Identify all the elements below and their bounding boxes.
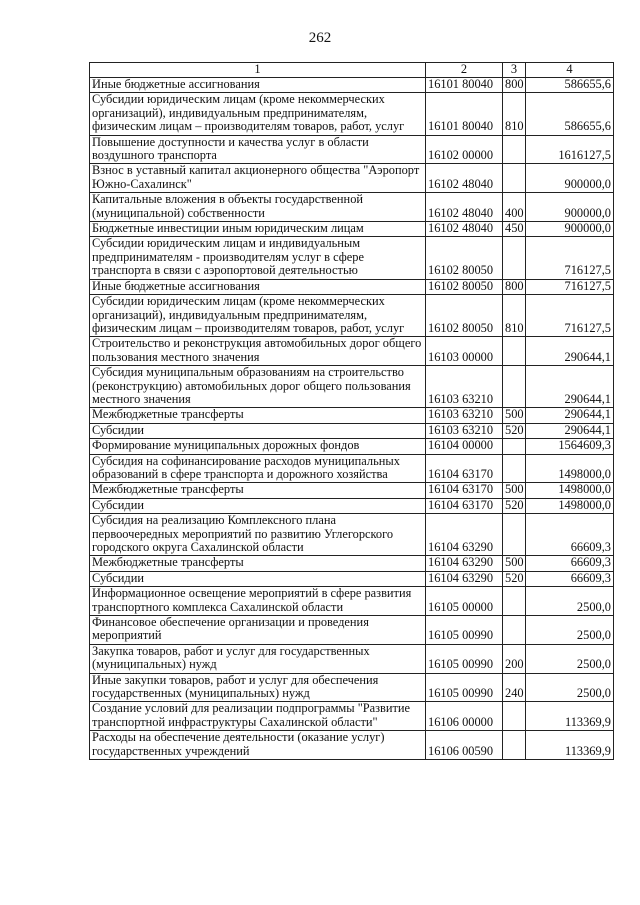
table-row [90,135,614,164]
row-code: 16103 00000 [426,337,503,366]
row-code: 16102 48040 [426,164,503,193]
row-amount: 1498000,0 [526,483,614,498]
row-code: 16105 00990 [426,644,503,673]
row-code: 16106 00590 [426,731,503,760]
table-row [90,423,614,438]
row-amount: 2500,0 [526,644,614,673]
row-amount: 900000,0 [526,222,614,237]
row-expense-type: 450 [503,222,526,237]
table-row [90,702,614,731]
table-row [90,644,614,673]
row-expense-type [503,514,526,556]
table-row [90,337,614,366]
row-expense-type [503,164,526,193]
table-row [90,279,614,294]
row-code: 16104 63170 [426,498,503,513]
row-amount: 900000,0 [526,193,614,222]
row-name: Капитальные вложения в объекты государственной (муниципальной) собственности [90,193,426,222]
row-expense-type: 240 [503,673,526,702]
row-amount: 716127,5 [526,295,614,337]
row-code: 16101 80040 [426,78,503,93]
table-row [90,237,614,279]
table-row [90,556,614,571]
row-code: 16103 63210 [426,408,503,423]
row-amount: 716127,5 [526,237,614,279]
table-row [90,222,614,237]
row-expense-type: 520 [503,423,526,438]
row-expense-type: 520 [503,498,526,513]
table-row [90,514,614,556]
row-amount: 113369,9 [526,702,614,731]
row-name: Повышение доступности и качества услуг в области воздушного транспорта [90,135,426,164]
table-row [90,483,614,498]
row-expense-type [503,439,526,454]
row-code: 16104 63170 [426,454,503,483]
row-amount: 586655,6 [526,78,614,93]
row-code: 16105 00990 [426,616,503,645]
row-code: 16104 00000 [426,439,503,454]
row-code: 16105 00990 [426,673,503,702]
row-code: 16104 63290 [426,571,503,586]
row-name: Межбюджетные трансферты [90,483,426,498]
row-name: Субсидии [90,498,426,513]
row-amount: 290644,1 [526,337,614,366]
row-name: Субсидии юридическим лицам и индивидуальным предпринимателям - производителям услуг в сфере транспорта в связи с аэропортовой деятельностью [90,237,426,279]
table-row [90,616,614,645]
row-name: Иные бюджетные ассигнования [90,279,426,294]
row-amount: 66609,3 [526,556,614,571]
table-row [90,587,614,616]
row-name: Строительство и реконструкция автомобильных дорог общего пользования местного значения [90,337,426,366]
row-code: 16103 63210 [426,423,503,438]
table-row [90,93,614,135]
table-row [90,295,614,337]
row-name: Иные закупки товаров, работ и услуг для обеспечения государственных (муниципальных) нужд [90,673,426,702]
table-row [90,673,614,702]
table-row [90,366,614,408]
row-amount: 2500,0 [526,616,614,645]
row-amount: 1616127,5 [526,135,614,164]
row-expense-type [503,702,526,731]
row-expense-type [503,337,526,366]
row-name: Субсидии [90,423,426,438]
row-expense-type [503,616,526,645]
row-expense-type: 400 [503,193,526,222]
table-row [90,193,614,222]
row-expense-type [503,366,526,408]
table-row [90,454,614,483]
row-name: Субсидии [90,571,426,586]
row-name: Иные бюджетные ассигнования [90,78,426,93]
row-expense-type [503,237,526,279]
column-header-name: 1 [90,63,426,78]
table-header-row [90,63,614,78]
row-name: Межбюджетные трансферты [90,556,426,571]
row-amount: 113369,9 [526,731,614,760]
row-code: 16102 48040 [426,193,503,222]
row-amount: 1564609,3 [526,439,614,454]
row-amount: 66609,3 [526,571,614,586]
row-name: Субсидия муниципальным образованиям на строительство (реконструкцию) автомобильных дорог общего пользования местного значения [90,366,426,408]
row-code: 16101 80040 [426,93,503,135]
row-expense-type: 500 [503,483,526,498]
row-code: 16104 63290 [426,514,503,556]
row-expense-type [503,587,526,616]
row-amount: 290644,1 [526,423,614,438]
row-code: 16102 80050 [426,237,503,279]
row-code: 16105 00000 [426,587,503,616]
row-expense-type: 500 [503,408,526,423]
row-expense-type [503,454,526,483]
row-name: Финансовое обеспечение организации и проведения мероприятий [90,616,426,645]
table-row [90,731,614,760]
row-name: Межбюджетные трансферты [90,408,426,423]
row-amount: 1498000,0 [526,498,614,513]
row-amount: 716127,5 [526,279,614,294]
column-header-expense-type: 3 [503,63,526,78]
row-code: 16102 80050 [426,279,503,294]
row-name: Расходы на обеспечение деятельности (оказание услуг) государственных учреждений [90,731,426,760]
row-amount: 1498000,0 [526,454,614,483]
row-code: 16102 80050 [426,295,503,337]
column-header-code: 2 [426,63,503,78]
row-code: 16102 00000 [426,135,503,164]
row-amount: 290644,1 [526,408,614,423]
row-expense-type: 810 [503,295,526,337]
row-expense-type: 800 [503,78,526,93]
table-row [90,571,614,586]
row-expense-type: 500 [503,556,526,571]
row-expense-type [503,135,526,164]
row-name: Субсидии юридическим лицам (кроме некоммерческих организаций), индивидуальным предпринимателям, физическим лицам – производителям товаров, работ, услуг [90,93,426,135]
row-amount: 290644,1 [526,366,614,408]
row-name: Взнос в уставный капитал акционерного общества "Аэропорт Южно-Сахалинск" [90,164,426,193]
table-row [90,408,614,423]
row-code: 16102 48040 [426,222,503,237]
column-header-amount: 4 [526,63,614,78]
table-row [90,164,614,193]
row-expense-type: 800 [503,279,526,294]
row-expense-type [503,731,526,760]
row-name: Создание условий для реализации подпрограммы "Развитие транспортной инфраструктуры Сахалинской области" [90,702,426,731]
row-expense-type: 200 [503,644,526,673]
row-expense-type: 520 [503,571,526,586]
row-amount: 2500,0 [526,673,614,702]
row-expense-type: 810 [503,93,526,135]
row-name: Субсидии юридическим лицам (кроме некоммерческих организаций), индивидуальным предпринимателям, физическим лицам – производителям товаров, работ, услуг [90,295,426,337]
row-code: 16104 63290 [426,556,503,571]
row-code: 16106 00000 [426,702,503,731]
row-name: Формирование муниципальных дорожных фондов [90,439,426,454]
row-amount: 2500,0 [526,587,614,616]
table-row [90,78,614,93]
row-name: Субсидия на софинансирование расходов муниципальных образований в сфере транспорта и дорожного хозяйства [90,454,426,483]
page-number: 262 [308,30,332,46]
row-name: Бюджетные инвестиции иным юридическим лицам [90,222,426,237]
row-amount: 586655,6 [526,93,614,135]
budget-table [89,62,614,760]
row-amount: 900000,0 [526,164,614,193]
row-name: Субсидия на реализацию Комплексного плана первоочередных мероприятий по развитию Углегорского городского округа Сахалинской области [90,514,426,556]
row-name: Закупка товаров, работ и услуг для государственных (муниципальных) нужд [90,644,426,673]
table-row [90,498,614,513]
row-name: Информационное освещение мероприятий в сфере развития транспортного комплекса Сахалинской области [90,587,426,616]
row-code: 16104 63170 [426,483,503,498]
row-code: 16103 63210 [426,366,503,408]
table-row [90,439,614,454]
row-amount: 66609,3 [526,514,614,556]
